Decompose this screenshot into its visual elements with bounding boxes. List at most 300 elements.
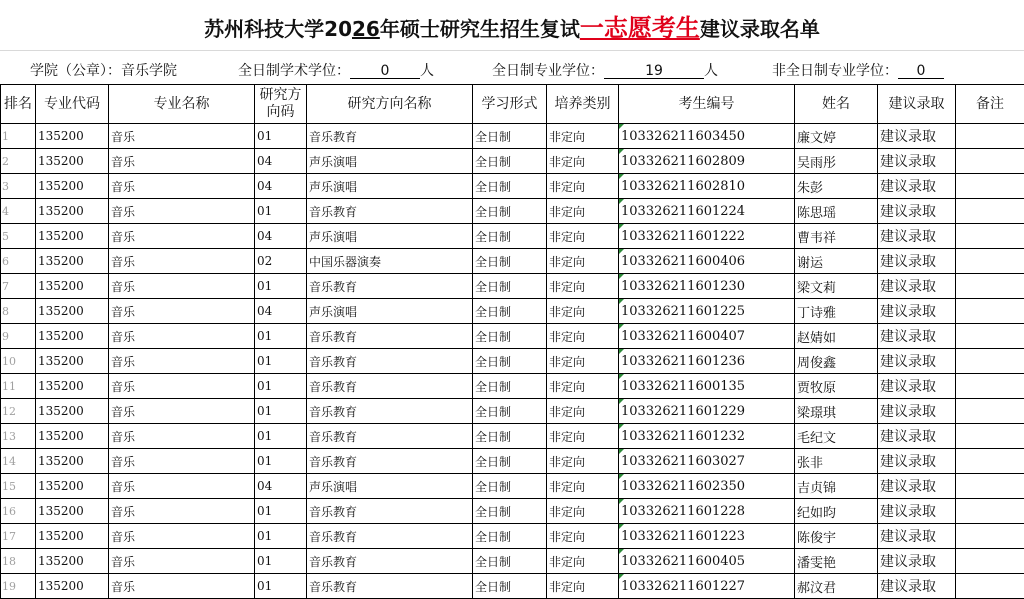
- table-row: [1, 199, 1024, 224]
- direction-code-cell: 01: [255, 549, 307, 574]
- rank-cell: 18: [1, 549, 36, 574]
- candidate-id-text: 103326211601223: [621, 529, 745, 544]
- direction-name-cell: 声乐演唱: [307, 474, 473, 499]
- major-code-cell: 135200: [36, 374, 109, 399]
- candidate-id-text: 103326211600406: [621, 254, 745, 269]
- training-type-cell: 非定向: [547, 424, 619, 449]
- cell-error-marker-icon: [619, 199, 624, 204]
- rank-cell: 17: [1, 524, 36, 549]
- rank-cell: 11: [1, 374, 36, 399]
- candidate-id-cell: [619, 249, 795, 274]
- parttime-value: 0: [898, 64, 944, 79]
- training-type-cell: 非定向: [547, 149, 619, 174]
- cell-error-marker-icon: [619, 424, 624, 429]
- study-form-cell: 全日制: [473, 124, 547, 149]
- candidate-name-cell: 赵婧如: [795, 324, 878, 349]
- rank-cell: 9: [1, 324, 36, 349]
- study-form-cell: 全日制: [473, 199, 547, 224]
- cell-error-marker-icon: [619, 374, 624, 379]
- direction-code-cell: 01: [255, 574, 307, 599]
- note-cell: [956, 299, 1024, 324]
- candidate-id-cell: [619, 524, 795, 549]
- recommendation-cell: 建议录取: [878, 324, 956, 349]
- recommendation-cell: 建议录取: [878, 124, 956, 149]
- note-cell: [956, 424, 1024, 449]
- title-part2: 年硕士研究生招生复试: [380, 17, 580, 41]
- info-bar: [0, 50, 1024, 83]
- professional-unit: 人: [704, 63, 718, 79]
- candidate-name-cell: 谢运: [795, 249, 878, 274]
- study-form-cell: 全日制: [473, 449, 547, 474]
- recommendation-cell: 建议录取: [878, 474, 956, 499]
- major-name-cell: 音乐: [109, 374, 255, 399]
- recommendation-cell: 建议录取: [878, 224, 956, 249]
- table-header-row: [1, 85, 1024, 124]
- header-rank: 排名: [1, 85, 36, 124]
- rank-cell: 6: [1, 249, 36, 274]
- training-type-cell: 非定向: [547, 399, 619, 424]
- training-type-cell: 非定向: [547, 349, 619, 374]
- direction-name-cell: 音乐教育: [307, 199, 473, 224]
- candidate-name-cell: 梁文莉: [795, 274, 878, 299]
- table-row: [1, 574, 1024, 599]
- cell-error-marker-icon: [619, 149, 624, 154]
- major-code-cell: 135200: [36, 124, 109, 149]
- cell-error-marker-icon: [619, 249, 624, 254]
- study-form-cell: 全日制: [473, 249, 547, 274]
- major-code-cell: 135200: [36, 349, 109, 374]
- direction-code-cell: 04: [255, 174, 307, 199]
- major-name-cell: 音乐: [109, 224, 255, 249]
- professional-value: 19: [604, 64, 704, 79]
- recommendation-cell: 建议录取: [878, 399, 956, 424]
- major-name-cell: 音乐: [109, 124, 255, 149]
- header-major-name: 专业名称: [109, 85, 255, 124]
- rank-cell: 5: [1, 224, 36, 249]
- major-code-cell: 135200: [36, 524, 109, 549]
- table-row: [1, 449, 1024, 474]
- direction-name-cell: 音乐教育: [307, 424, 473, 449]
- major-code-cell: 135200: [36, 324, 109, 349]
- academic-unit: 人: [420, 63, 434, 79]
- candidate-id-text: 103326211601228: [621, 504, 745, 519]
- major-name-cell: 音乐: [109, 574, 255, 599]
- direction-name-cell: 声乐演唱: [307, 299, 473, 324]
- cell-error-marker-icon: [619, 274, 624, 279]
- parttime-quota: [772, 60, 944, 80]
- table-row: [1, 374, 1024, 399]
- rank-cell: 13: [1, 424, 36, 449]
- candidate-id-cell: [619, 149, 795, 174]
- rank-cell: 16: [1, 499, 36, 524]
- major-name-cell: 音乐: [109, 249, 255, 274]
- candidate-id-text: 103326211601236: [621, 354, 745, 369]
- table-row: [1, 149, 1024, 174]
- training-type-cell: 非定向: [547, 199, 619, 224]
- candidate-id-cell: [619, 474, 795, 499]
- cell-error-marker-icon: [619, 324, 624, 329]
- candidate-id-cell: [619, 224, 795, 249]
- training-type-cell: 非定向: [547, 224, 619, 249]
- page-title: [0, 8, 1024, 48]
- recommendation-cell: 建议录取: [878, 249, 956, 274]
- direction-code-cell: 01: [255, 424, 307, 449]
- study-form-cell: 全日制: [473, 399, 547, 424]
- note-cell: [956, 524, 1024, 549]
- candidate-id-cell: [619, 199, 795, 224]
- direction-code-cell: 01: [255, 324, 307, 349]
- academic-quota: [238, 60, 434, 80]
- study-form-cell: 全日制: [473, 424, 547, 449]
- direction-code-cell: 04: [255, 149, 307, 174]
- title-highlight: 一志愿考生: [580, 14, 700, 42]
- cell-error-marker-icon: [619, 574, 624, 579]
- candidate-id-text: 103326211601232: [621, 429, 745, 444]
- candidate-id-cell: [619, 449, 795, 474]
- note-cell: [956, 199, 1024, 224]
- header-training-type: 培养类别: [547, 85, 619, 124]
- header-direction-name: 研究方向名称: [307, 85, 473, 124]
- major-code-cell: 135200: [36, 399, 109, 424]
- candidate-id-cell: [619, 274, 795, 299]
- table-row: [1, 224, 1024, 249]
- note-cell: [956, 349, 1024, 374]
- rank-cell: 19: [1, 574, 36, 599]
- recommendation-cell: 建议录取: [878, 449, 956, 474]
- direction-name-cell: 音乐教育: [307, 274, 473, 299]
- major-name-cell: 音乐: [109, 549, 255, 574]
- major-code-cell: 135200: [36, 424, 109, 449]
- note-cell: [956, 224, 1024, 249]
- candidate-id-cell: [619, 399, 795, 424]
- cell-error-marker-icon: [619, 449, 624, 454]
- academic-value: 0: [350, 64, 420, 79]
- cell-error-marker-icon: [619, 349, 624, 354]
- candidate-name-cell: 丁诗雅: [795, 299, 878, 324]
- direction-code-cell: 04: [255, 299, 307, 324]
- candidate-id-text: 103326211603027: [621, 454, 745, 469]
- table-row: [1, 299, 1024, 324]
- training-type-cell: 非定向: [547, 524, 619, 549]
- major-name-cell: 音乐: [109, 174, 255, 199]
- rank-cell: 2: [1, 149, 36, 174]
- major-code-cell: 135200: [36, 174, 109, 199]
- title-part3: 建议录取名单: [700, 17, 820, 41]
- candidate-id-cell: [619, 299, 795, 324]
- major-code-cell: 135200: [36, 574, 109, 599]
- header-name: 姓名: [795, 85, 878, 124]
- header-note: 备注: [956, 85, 1024, 124]
- cell-error-marker-icon: [619, 499, 624, 504]
- direction-code-cell: 01: [255, 374, 307, 399]
- title-year-suffix: 26: [352, 17, 380, 41]
- note-cell: [956, 474, 1024, 499]
- study-form-cell: 全日制: [473, 149, 547, 174]
- major-code-cell: 135200: [36, 549, 109, 574]
- study-form-cell: 全日制: [473, 174, 547, 199]
- candidate-id-cell: [619, 549, 795, 574]
- note-cell: [956, 374, 1024, 399]
- note-cell: [956, 249, 1024, 274]
- table-row: [1, 124, 1024, 149]
- cell-error-marker-icon: [619, 399, 624, 404]
- note-cell: [956, 324, 1024, 349]
- parttime-label: 非全日制专业学位：: [772, 63, 898, 79]
- candidate-name-cell: 廉文婷: [795, 124, 878, 149]
- major-code-cell: 135200: [36, 299, 109, 324]
- cell-error-marker-icon: [619, 124, 624, 129]
- recommendation-cell: 建议录取: [878, 424, 956, 449]
- table-row: [1, 549, 1024, 574]
- major-name-cell: 音乐: [109, 474, 255, 499]
- college-label: 学院（公章）：: [30, 63, 121, 79]
- table-row: [1, 474, 1024, 499]
- candidate-id-cell: [619, 174, 795, 199]
- recommendation-cell: 建议录取: [878, 499, 956, 524]
- note-cell: [956, 549, 1024, 574]
- rank-cell: 12: [1, 399, 36, 424]
- major-code-cell: 135200: [36, 199, 109, 224]
- training-type-cell: 非定向: [547, 374, 619, 399]
- direction-name-cell: 音乐教育: [307, 549, 473, 574]
- candidate-id-text: 103326211603450: [621, 129, 745, 144]
- direction-code-cell: 02: [255, 249, 307, 274]
- note-cell: [956, 399, 1024, 424]
- direction-name-cell: 音乐教育: [307, 324, 473, 349]
- major-name-cell: 音乐: [109, 274, 255, 299]
- recommendation-cell: 建议录取: [878, 549, 956, 574]
- candidate-id-cell: [619, 349, 795, 374]
- recommendation-cell: 建议录取: [878, 274, 956, 299]
- table-row: [1, 499, 1024, 524]
- recommendation-cell: 建议录取: [878, 149, 956, 174]
- note-cell: [956, 574, 1024, 599]
- recommendation-cell: 建议录取: [878, 374, 956, 399]
- rank-cell: 7: [1, 274, 36, 299]
- college-value: 音乐学院: [121, 63, 177, 79]
- candidate-id-text: 103326211601230: [621, 279, 745, 294]
- cell-error-marker-icon: [619, 524, 624, 529]
- title-part1: 苏州科技大学20: [204, 17, 352, 41]
- note-cell: [956, 149, 1024, 174]
- candidate-id-cell: [619, 424, 795, 449]
- major-code-cell: 135200: [36, 249, 109, 274]
- candidate-name-cell: 朱彭: [795, 174, 878, 199]
- direction-name-cell: 音乐教育: [307, 499, 473, 524]
- table-row: [1, 349, 1024, 374]
- candidate-name-cell: 毛纪文: [795, 424, 878, 449]
- candidate-id-cell: [619, 374, 795, 399]
- cell-error-marker-icon: [619, 174, 624, 179]
- cell-error-marker-icon: [619, 224, 624, 229]
- header-direction-code-line2: 向码: [267, 104, 295, 120]
- training-type-cell: 非定向: [547, 449, 619, 474]
- candidate-id-cell: [619, 124, 795, 149]
- candidate-id-text: 103326211601225: [621, 304, 745, 319]
- header-direction-code: [255, 85, 307, 124]
- direction-code-cell: 01: [255, 449, 307, 474]
- direction-code-cell: 01: [255, 499, 307, 524]
- direction-name-cell: 音乐教育: [307, 374, 473, 399]
- study-form-cell: 全日制: [473, 574, 547, 599]
- academic-label: 全日制学术学位：: [238, 63, 350, 79]
- study-form-cell: 全日制: [473, 324, 547, 349]
- major-name-cell: 音乐: [109, 324, 255, 349]
- professional-quota: [492, 60, 718, 80]
- training-type-cell: 非定向: [547, 549, 619, 574]
- candidate-id-cell: [619, 499, 795, 524]
- candidate-id-text: 103326211601227: [621, 579, 745, 594]
- candidate-name-cell: 纪如昀: [795, 499, 878, 524]
- training-type-cell: 非定向: [547, 124, 619, 149]
- rank-cell: 4: [1, 199, 36, 224]
- direction-code-cell: 01: [255, 399, 307, 424]
- candidate-name-cell: 吴雨彤: [795, 149, 878, 174]
- candidate-name-cell: 周俊鑫: [795, 349, 878, 374]
- training-type-cell: 非定向: [547, 574, 619, 599]
- table-row: [1, 249, 1024, 274]
- rank-cell: 3: [1, 174, 36, 199]
- major-code-cell: 135200: [36, 499, 109, 524]
- cell-error-marker-icon: [619, 299, 624, 304]
- candidate-id-text: 103326211601222: [621, 229, 745, 244]
- header-study-form: 学习形式: [473, 85, 547, 124]
- direction-name-cell: 音乐教育: [307, 524, 473, 549]
- candidate-id-text: 103326211601229: [621, 404, 745, 419]
- study-form-cell: 全日制: [473, 224, 547, 249]
- rank-cell: 15: [1, 474, 36, 499]
- note-cell: [956, 449, 1024, 474]
- direction-code-cell: 01: [255, 274, 307, 299]
- recommendation-cell: 建议录取: [878, 299, 956, 324]
- candidate-name-cell: 郝汶君: [795, 574, 878, 599]
- major-name-cell: 音乐: [109, 149, 255, 174]
- note-cell: [956, 124, 1024, 149]
- training-type-cell: 非定向: [547, 324, 619, 349]
- major-name-cell: 音乐: [109, 424, 255, 449]
- study-form-cell: 全日制: [473, 274, 547, 299]
- table-row: [1, 424, 1024, 449]
- note-cell: [956, 274, 1024, 299]
- rank-cell: 1: [1, 124, 36, 149]
- training-type-cell: 非定向: [547, 499, 619, 524]
- candidate-name-cell: 梁璟琪: [795, 399, 878, 424]
- note-cell: [956, 174, 1024, 199]
- training-type-cell: 非定向: [547, 174, 619, 199]
- rank-cell: 8: [1, 299, 36, 324]
- direction-code-cell: 01: [255, 349, 307, 374]
- rank-cell: 10: [1, 349, 36, 374]
- study-form-cell: 全日制: [473, 499, 547, 524]
- major-name-cell: 音乐: [109, 299, 255, 324]
- header-candidate-id: 考生编号: [619, 85, 795, 124]
- training-type-cell: 非定向: [547, 474, 619, 499]
- study-form-cell: 全日制: [473, 474, 547, 499]
- candidate-name-cell: 潘雯艳: [795, 549, 878, 574]
- training-type-cell: 非定向: [547, 299, 619, 324]
- study-form-cell: 全日制: [473, 374, 547, 399]
- major-code-cell: 135200: [36, 274, 109, 299]
- table-row: [1, 274, 1024, 299]
- direction-name-cell: 音乐教育: [307, 124, 473, 149]
- candidate-id-text: 103326211600135: [621, 379, 745, 394]
- direction-name-cell: 声乐演唱: [307, 149, 473, 174]
- cell-error-marker-icon: [619, 474, 624, 479]
- study-form-cell: 全日制: [473, 349, 547, 374]
- candidate-id-text: 103326211600407: [621, 329, 745, 344]
- study-form-cell: 全日制: [473, 549, 547, 574]
- admission-table: [0, 84, 1024, 599]
- candidate-id-text: 103326211601224: [621, 204, 745, 219]
- rank-cell: 14: [1, 449, 36, 474]
- direction-code-cell: 01: [255, 124, 307, 149]
- candidate-name-cell: 张非: [795, 449, 878, 474]
- direction-code-cell: 01: [255, 199, 307, 224]
- training-type-cell: 非定向: [547, 274, 619, 299]
- candidate-id-text: 103326211602809: [621, 154, 745, 169]
- major-name-cell: 音乐: [109, 399, 255, 424]
- recommendation-cell: 建议录取: [878, 199, 956, 224]
- table-body: [1, 124, 1024, 599]
- table-row: [1, 524, 1024, 549]
- major-code-cell: 135200: [36, 449, 109, 474]
- direction-code-cell: 01: [255, 524, 307, 549]
- candidate-name-cell: 吉贞锦: [795, 474, 878, 499]
- note-cell: [956, 499, 1024, 524]
- direction-name-cell: 中国乐器演奏: [307, 249, 473, 274]
- direction-code-cell: 04: [255, 224, 307, 249]
- recommendation-cell: 建议录取: [878, 174, 956, 199]
- candidate-id-text: 103326211602810: [621, 179, 745, 194]
- recommendation-cell: 建议录取: [878, 349, 956, 374]
- candidate-name-cell: 贾牧原: [795, 374, 878, 399]
- table-row: [1, 399, 1024, 424]
- header-recommendation: 建议录取: [878, 85, 956, 124]
- major-name-cell: 音乐: [109, 499, 255, 524]
- major-code-cell: 135200: [36, 149, 109, 174]
- major-code-cell: 135200: [36, 474, 109, 499]
- candidate-id-cell: [619, 324, 795, 349]
- candidate-id-text: 103326211602350: [621, 479, 745, 494]
- major-name-cell: 音乐: [109, 349, 255, 374]
- direction-name-cell: 音乐教育: [307, 449, 473, 474]
- recommendation-cell: 建议录取: [878, 524, 956, 549]
- direction-code-cell: 04: [255, 474, 307, 499]
- direction-name-cell: 声乐演唱: [307, 224, 473, 249]
- recommendation-cell: 建议录取: [878, 574, 956, 599]
- direction-name-cell: 声乐演唱: [307, 174, 473, 199]
- professional-label: 全日制专业学位：: [492, 63, 604, 79]
- header-major-code: 专业代码: [36, 85, 109, 124]
- table-row: [1, 324, 1024, 349]
- study-form-cell: 全日制: [473, 524, 547, 549]
- study-form-cell: 全日制: [473, 299, 547, 324]
- candidate-id-text: 103326211600405: [621, 554, 745, 569]
- training-type-cell: 非定向: [547, 249, 619, 274]
- direction-name-cell: 音乐教育: [307, 399, 473, 424]
- major-code-cell: 135200: [36, 224, 109, 249]
- candidate-id-cell: [619, 574, 795, 599]
- major-name-cell: 音乐: [109, 199, 255, 224]
- direction-name-cell: 音乐教育: [307, 574, 473, 599]
- table-row: [1, 174, 1024, 199]
- candidate-name-cell: 曹韦祥: [795, 224, 878, 249]
- candidate-name-cell: 陈思瑶: [795, 199, 878, 224]
- candidate-name-cell: 陈俊宇: [795, 524, 878, 549]
- header-direction-code-line1: 研究方: [260, 87, 302, 103]
- major-name-cell: 音乐: [109, 449, 255, 474]
- college-info: [30, 60, 177, 80]
